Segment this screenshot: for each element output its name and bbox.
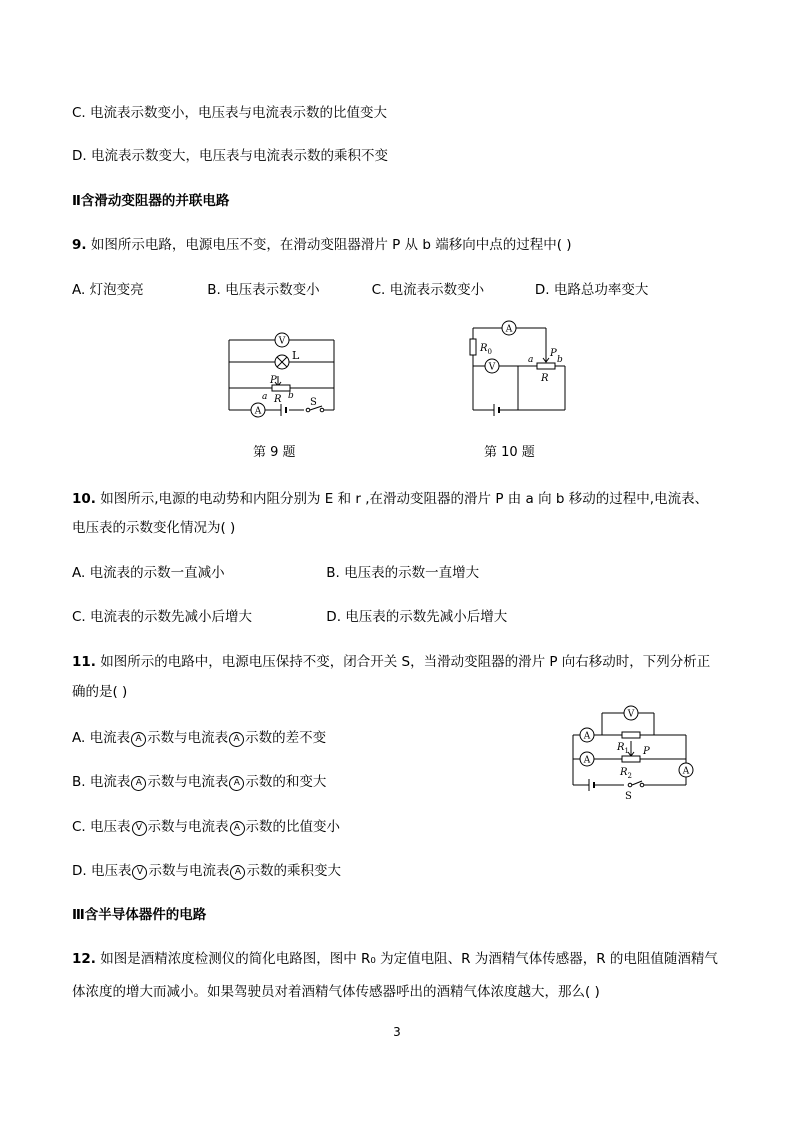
fig11-slider-label: P: [643, 746, 650, 757]
q12-number: 12.: [72, 951, 96, 967]
fig9-lamp-icon: [275, 355, 289, 369]
fig9-rheostat-label: R: [274, 394, 282, 405]
q10-options-row2: [72, 607, 507, 627]
fig10-circuit-diagram: [462, 318, 572, 416]
q9-number: 9.: [72, 237, 87, 253]
fig10-rheostat-icon: [537, 363, 555, 369]
ammeter-icon: A: [229, 732, 244, 747]
fig9-ammeter-icon: [251, 403, 265, 417]
ammeter-icon: A: [131, 732, 146, 747]
q10-number: 10.: [72, 491, 96, 507]
q12-text-line2: 体浓度的增大而减小。如果驾驶员对着酒精气体传感器呼出的酒精气体浓度越大，那么( ): [72, 984, 600, 1000]
page-number: 3: [393, 1025, 401, 1039]
fig11-circuit-diagram: [562, 703, 696, 801]
fig11-r2-rheostat-icon: [622, 756, 640, 762]
fig11-voltmeter-icon: [624, 706, 638, 720]
q9-option-a: A. 灯泡变亮: [72, 282, 144, 298]
ammeter-icon: A: [230, 821, 245, 836]
fig10-ammeter-icon: [502, 321, 516, 335]
q11-option-c: C. 电压表 V 示数与电流表 A 示数的比值变小: [72, 819, 341, 835]
fig10-end-b: b: [557, 355, 563, 365]
q11-option-a: A. 电流表 A 示数与电流表 A 示数的差不变: [72, 730, 327, 746]
q11-option-d: D. 电压表 V 示数与电流表 A 示数的乘积变大: [72, 863, 341, 879]
fig10-rheostat-label: R: [541, 373, 549, 384]
fig9-ammeter-label: A: [254, 406, 262, 417]
q11-text-line2: 确的是( ): [72, 684, 128, 700]
fig10-ammeter-label: A: [505, 324, 513, 335]
q9-option-b: B. 电压表示数变小: [207, 282, 320, 298]
fig11-switch-label: S: [625, 791, 632, 801]
q9-option-c: C. 电流表示数变小: [371, 282, 485, 298]
q10-stem-line1: [72, 489, 708, 509]
fig9-voltmeter-icon: [275, 333, 289, 347]
voltmeter-icon: V: [132, 865, 147, 880]
q10-option-a: A. 电流表的示数一直减小: [72, 565, 225, 581]
fig10-r0-resistor-icon: [470, 339, 476, 355]
fig10-r0-label: $R_0$: [480, 343, 492, 356]
ammeter-icon: A: [229, 776, 244, 791]
ammeter-icon: A: [131, 776, 146, 791]
ammeter-icon: A: [230, 865, 245, 880]
fig9-end-b: b: [288, 391, 294, 401]
q8-option-c: C. 电流表示数变小，电压表与电流表示数的比值变大: [72, 105, 388, 121]
fig11-a1-label: A: [583, 731, 591, 742]
q11-stem-line1: [72, 652, 710, 672]
voltmeter-icon: V: [132, 821, 147, 836]
fig9-lamp-label: L: [292, 349, 300, 362]
q9-stem: [72, 235, 572, 255]
fig10-voltmeter-icon: [485, 359, 499, 373]
fig11-a2-label: A: [583, 755, 591, 766]
section-3-title: Ⅲ含半导体器件的电路: [72, 907, 207, 923]
q9-option-d: D. 电路总功率变大: [534, 282, 649, 298]
fig11-r1-label: $R_1$: [617, 742, 629, 755]
q9-text: 如图所示电路，电源电压不变，在滑动变阻器滑片 P 从 b 端移向中点的过程中( ): [90, 237, 572, 253]
fig10-caption: 第 10 题: [484, 445, 535, 460]
q8-option-d: D. 电流表示数变大，电压表与电流表示数的乘积不变: [72, 148, 388, 164]
q10-options-row1: [72, 563, 479, 583]
fig9-switch-label: S: [310, 397, 317, 408]
fig9-voltmeter-label: V: [278, 336, 286, 347]
fig9-end-a: a: [262, 392, 268, 402]
q9-options: [72, 280, 648, 300]
fig9-slider-label: P: [270, 375, 277, 386]
q10-text-line1: 如图所示,电源的电动势和内阻分别为 E 和 r ,在滑动变阻器的滑片 P 由 a 向 b 移动的过程中,电流表、: [100, 491, 709, 507]
fig11-r2-label: $R_2$: [620, 767, 632, 780]
fig10-end-a: a: [528, 355, 534, 365]
fig11-ammeter-a1-icon: [580, 728, 594, 742]
fig11-ammeter-a2-icon: [580, 752, 594, 766]
q10-option-c: C. 电流表的示数先减小后增大: [72, 609, 253, 625]
q10-text-line2: 电压表的示数变化情况为( ): [72, 520, 236, 536]
fig10-slider-label: P: [550, 348, 557, 359]
q11-option-b: B. 电流表 A 示数与电流表 A 示数的和变大: [72, 774, 327, 790]
q12-stem-line1: [72, 949, 718, 969]
fig11-r1-resistor-icon: [622, 732, 640, 738]
fig11-voltmeter-label: V: [627, 709, 635, 720]
q10-option-d: D. 电压表的示数先减小后增大: [326, 609, 508, 625]
q10-option-b: B. 电压表的示数一直增大: [326, 565, 480, 581]
fig9-circuit-diagram: [222, 328, 340, 420]
fig11-a3-label: A: [682, 766, 690, 777]
q12-text-line1: 如图是酒精浓度检测仪的简化电路图，图中 R₀ 为定值电阻、R 为酒精气体传感器，R 的电阻值随酒精气: [100, 951, 718, 967]
fig11-ammeter-a3-icon: [679, 763, 693, 777]
q11-number: 11.: [72, 654, 96, 670]
fig10-voltmeter-label: V: [488, 362, 496, 373]
section-2-title: Ⅱ含滑动变阻器的并联电路: [72, 193, 230, 209]
fig9-caption: 第 9 题: [253, 445, 296, 460]
q11-text-line1: 如图所示的电路中，电源电压保持不变，闭合开关 S，当滑动变阻器的滑片 P 向右移动时，下列分析正: [100, 654, 711, 670]
